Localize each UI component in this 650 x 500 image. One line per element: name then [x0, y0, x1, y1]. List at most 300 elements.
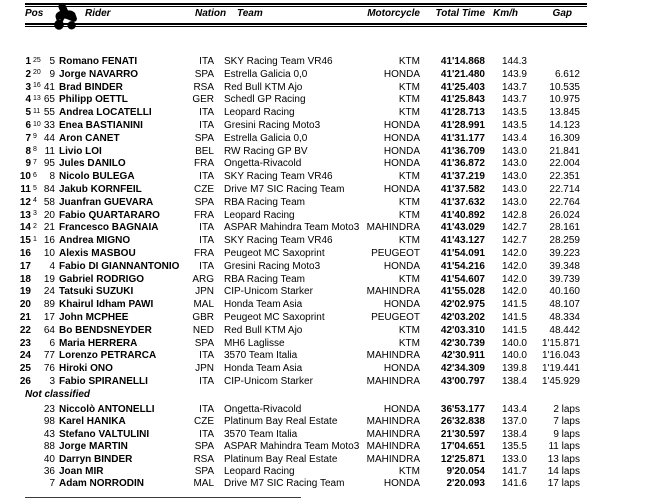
gap-cell: 28.259 — [549, 235, 580, 247]
rider-name-cell: Karel HANIKA — [59, 416, 126, 428]
total-time-cell: 41'54.607 — [440, 273, 485, 285]
total-time-cell: 41'37.632 — [440, 196, 485, 208]
motorcycle-cell: MAHINDRA — [366, 416, 420, 428]
team-cell: CIP-Unicom Starker — [224, 286, 313, 298]
position-cell: 8 — [25, 145, 31, 157]
rider-name-cell: Andrea LOCATELLI — [59, 107, 152, 119]
gap-cell: 1'45.929 — [541, 376, 580, 387]
rider-number-cell: 16 — [43, 235, 55, 247]
team-cell: Leopard Racing — [224, 107, 295, 119]
team-cell: Red Bull KTM Ajo — [224, 324, 303, 336]
rider-number-cell: 24 — [43, 286, 55, 298]
team-cell: Ongetta-Rivacold — [224, 158, 302, 170]
rider-name-cell: Andrea MIGNO — [59, 235, 131, 247]
kmh-cell: 142.8 — [501, 209, 527, 221]
kmh-cell: 141.5 — [501, 312, 527, 323]
nation-cell: SPA — [194, 132, 214, 144]
result-row — [0, 429, 650, 442]
rider-number-cell: 33 — [43, 120, 55, 131]
column-header-rider: Rider — [85, 8, 111, 19]
total-time-cell: 42'03.310 — [440, 324, 485, 336]
gap-cell: 48.442 — [549, 324, 580, 336]
kmh-cell: 143.7 — [501, 94, 527, 106]
total-time-cell: 41'14.868 — [440, 56, 485, 67]
team-cell: Ongetta-Rivacold — [224, 404, 302, 415]
rider-name-cell: Darryn BINDER — [59, 453, 133, 465]
rider-number-cell: 10 — [43, 248, 55, 259]
result-row — [0, 120, 650, 133]
gap-cell: 21.841 — [549, 145, 580, 157]
points-cell: 8 — [33, 146, 37, 154]
gap-cell: 22.764 — [549, 196, 580, 208]
rider-number-cell: 6 — [49, 337, 55, 349]
team-cell: MH6 Laglisse — [224, 337, 285, 349]
total-time-cell: 41'40.892 — [440, 209, 485, 221]
motorcycle-cell: HONDA — [383, 478, 420, 490]
motorcycle-cell: KTM — [398, 337, 420, 349]
rider-name-cell: Khairul Idham PAWI — [59, 299, 154, 311]
rider-name-cell: Stefano VALTULINI — [59, 428, 150, 440]
position-cell: 2 — [25, 68, 31, 80]
points-cell: 4 — [33, 197, 37, 205]
motorcycle-cell: KTM — [398, 273, 420, 285]
nation-cell: SPA — [194, 337, 214, 349]
nation-cell: ARG — [192, 273, 214, 285]
team-cell: Peugeot MC Saxoprint — [224, 248, 325, 259]
team-cell: 3570 Team Italia — [224, 350, 298, 362]
nation-cell: CZE — [194, 416, 214, 428]
points-cell: 16 — [33, 82, 41, 90]
points-cell: 7 — [33, 158, 37, 166]
position-cell: 26 — [19, 376, 31, 387]
team-cell: CIP-Unicom Starker — [224, 376, 313, 387]
motorcycle-cell: HONDA — [383, 260, 420, 272]
motorcycle-cell: KTM — [398, 81, 420, 93]
total-time-cell: 17'04.651 — [440, 441, 485, 453]
result-row — [0, 94, 650, 107]
kmh-cell: 143.4 — [501, 132, 527, 144]
result-row — [0, 69, 650, 82]
result-row — [0, 312, 650, 325]
motorcycle-cell: MAHINDRA — [366, 428, 420, 440]
nation-cell: NED — [192, 324, 214, 336]
total-time-cell: 41'54.216 — [440, 260, 485, 272]
total-time-cell: 9'20.054 — [446, 466, 485, 477]
result-row — [0, 158, 650, 171]
position-cell: 23 — [19, 337, 31, 349]
gap-cell: 1'19.441 — [541, 363, 580, 375]
position-cell: 22 — [19, 324, 31, 336]
team-cell: Honda Team Asia — [224, 363, 303, 375]
gap-cell: 48.107 — [549, 299, 580, 311]
gap-cell: 22.351 — [549, 171, 580, 183]
team-cell: Drive M7 SIC Racing Team — [224, 184, 345, 195]
total-time-cell: 41'28.991 — [440, 120, 485, 131]
rider-name-cell: Aron CANET — [59, 132, 120, 144]
position-cell: 20 — [19, 299, 31, 311]
nation-cell: FRA — [194, 248, 214, 259]
total-time-cell: 41'43.029 — [440, 222, 485, 234]
gap-cell: 13 laps — [547, 453, 580, 465]
column-header-nation: Nation — [195, 8, 227, 19]
gap-cell: 16.309 — [549, 132, 580, 144]
rider-number-cell: 55 — [43, 107, 55, 119]
nation-cell: FRA — [194, 209, 214, 221]
rider-name-cell: Lorenzo PETRARCA — [59, 350, 157, 362]
rider-number-cell: 64 — [43, 324, 55, 336]
column-header-gap: Gap — [552, 8, 572, 19]
nation-cell: ITA — [199, 376, 214, 387]
position-cell: 5 — [25, 107, 31, 119]
team-cell: SKY Racing Team VR46 — [224, 56, 333, 67]
result-row — [0, 466, 650, 479]
total-time-cell: 41'37.219 — [440, 171, 485, 183]
rider-number-cell: 8 — [49, 171, 55, 183]
kmh-cell: 143.7 — [501, 81, 527, 93]
total-time-cell: 41'36.709 — [440, 145, 485, 157]
points-cell: 20 — [33, 69, 41, 77]
result-row — [0, 222, 650, 235]
kmh-cell: 142.0 — [501, 248, 527, 259]
gap-cell: 1'16.043 — [541, 350, 580, 362]
gap-cell: 26.024 — [549, 209, 580, 221]
kmh-cell: 143.0 — [501, 196, 527, 208]
team-cell: Peugeot MC Saxoprint — [224, 312, 325, 323]
gap-cell: 22.714 — [549, 184, 580, 195]
kmh-cell: 141.7 — [501, 466, 527, 477]
points-cell: 5 — [33, 184, 37, 192]
result-row — [0, 82, 650, 95]
header-bottom-rule-thin — [25, 26, 587, 27]
result-row — [0, 350, 650, 363]
rider-name-cell: Alexis MASBOU — [59, 248, 136, 259]
kmh-cell: 143.0 — [501, 158, 527, 170]
position-cell: 14 — [19, 222, 31, 234]
total-time-cell: 43'00.797 — [440, 376, 485, 387]
motorcycle-cell: PEUGEOT — [371, 248, 420, 259]
team-cell: Schedl GP Racing — [224, 94, 306, 106]
kmh-cell: 143.4 — [501, 404, 527, 415]
kmh-cell: 139.8 — [501, 363, 527, 375]
gap-cell: 14.123 — [549, 120, 580, 131]
gap-cell: 9 laps — [553, 428, 580, 440]
rider-name-cell: Fabio QUARTARARO — [59, 209, 160, 221]
kmh-cell: 140.0 — [501, 337, 527, 349]
gap-cell: 39.223 — [549, 248, 580, 259]
result-row — [0, 286, 650, 299]
motorcycle-rider-icon — [52, 2, 78, 35]
motorcycle-cell: HONDA — [383, 132, 420, 144]
total-time-cell: 41'25.403 — [440, 81, 485, 93]
result-row — [0, 299, 650, 312]
motorcycle-cell: HONDA — [383, 184, 420, 195]
team-cell: SKY Racing Team VR46 — [224, 171, 333, 183]
motorcycle-cell: KTM — [398, 107, 420, 119]
gap-cell: 10.535 — [549, 81, 580, 93]
nation-cell: ITA — [199, 120, 214, 131]
nation-cell: ITA — [199, 56, 214, 67]
not-classified-heading: Not classified — [25, 389, 91, 400]
nation-cell: RSA — [193, 81, 214, 93]
page-bottom-rule — [25, 497, 301, 498]
position-cell: 15 — [19, 235, 31, 247]
rider-number-cell: 77 — [43, 350, 55, 362]
rider-number-cell: 23 — [43, 404, 55, 415]
nation-cell: SPA — [194, 466, 214, 477]
result-row — [0, 261, 650, 274]
total-time-cell: 21'30.597 — [440, 428, 485, 440]
rider-number-cell: 17 — [43, 312, 55, 323]
position-cell: 19 — [19, 286, 31, 298]
kmh-cell: 141.5 — [501, 324, 527, 336]
gap-cell: 39.739 — [549, 273, 580, 285]
team-cell: SKY Racing Team VR46 — [224, 235, 333, 247]
kmh-cell: 143.0 — [501, 184, 527, 195]
nation-cell: GBR — [192, 312, 214, 323]
motorcycle-cell: HONDA — [383, 299, 420, 311]
gap-cell: 14 laps — [547, 466, 580, 477]
rider-number-cell: 88 — [43, 441, 55, 453]
motorcycle-cell: KTM — [398, 209, 420, 221]
kmh-cell: 143.9 — [501, 68, 527, 80]
position-cell: 25 — [19, 363, 31, 375]
gap-cell: 11 laps — [548, 441, 580, 453]
gap-cell: 22.004 — [549, 158, 580, 170]
rider-name-cell: Livio LOI — [59, 145, 102, 157]
motorcycle-cell: MAHINDRA — [366, 222, 420, 234]
gap-cell: 2 laps — [553, 404, 580, 415]
nation-cell: RSA — [193, 453, 214, 465]
rider-number-cell: 89 — [43, 299, 55, 311]
total-time-cell: 41'31.177 — [440, 132, 485, 144]
kmh-cell: 142.0 — [501, 260, 527, 272]
result-row — [0, 404, 650, 417]
team-cell: Leopard Racing — [224, 466, 295, 477]
rider-number-cell: 4 — [49, 260, 55, 272]
team-cell: RBA Racing Team — [224, 196, 305, 208]
motorcycle-cell: KTM — [398, 94, 420, 106]
total-time-cell: 42'30.739 — [440, 337, 485, 349]
points-cell: 2 — [33, 222, 37, 230]
rider-name-cell: Philipp OETTL — [59, 94, 128, 106]
team-cell: Platinum Bay Real Estate — [224, 416, 338, 428]
points-cell: 1 — [33, 235, 37, 243]
gap-cell: 10.975 — [549, 94, 580, 106]
nation-cell: ITA — [199, 107, 214, 119]
motorcycle-cell: KTM — [398, 324, 420, 336]
kmh-cell: 142.0 — [501, 286, 527, 298]
rider-number-cell: 95 — [43, 158, 55, 170]
result-row — [0, 210, 650, 223]
total-time-cell: 26'32.838 — [440, 416, 485, 428]
total-time-cell: 41'21.480 — [440, 68, 485, 80]
result-row — [0, 248, 650, 261]
rider-number-cell: 98 — [43, 416, 55, 428]
total-time-cell: 36'53.177 — [440, 404, 485, 415]
nation-cell: ITA — [199, 260, 214, 272]
total-time-cell: 42'03.202 — [440, 312, 485, 323]
position-cell: 13 — [19, 209, 31, 221]
position-cell: 11 — [20, 184, 31, 195]
points-cell: 10 — [33, 120, 41, 128]
kmh-cell: 141.5 — [501, 299, 527, 311]
gap-cell: 7 laps — [553, 416, 580, 428]
kmh-cell: 137.0 — [501, 416, 527, 428]
result-row — [0, 184, 650, 197]
rider-number-cell: 58 — [43, 196, 55, 208]
column-header-pos: Pos — [25, 8, 44, 19]
motorcycle-cell: HONDA — [383, 68, 420, 80]
result-row — [0, 171, 650, 184]
result-row — [0, 325, 650, 338]
position-cell: 17 — [19, 260, 31, 272]
rider-name-cell: Gabriel RODRIGO — [59, 273, 145, 285]
kmh-cell: 142.0 — [501, 273, 527, 285]
gap-cell: 39.348 — [549, 260, 580, 272]
nation-cell: MAL — [193, 299, 214, 311]
total-time-cell: 42'30.911 — [441, 350, 485, 362]
team-cell: Drive M7 SIC Racing Team — [224, 478, 345, 490]
rider-number-cell: 21 — [43, 222, 55, 234]
rider-number-cell: 43 — [43, 428, 55, 440]
rider-number-cell: 9 — [49, 68, 55, 80]
position-cell: 1 — [25, 56, 31, 67]
result-row — [0, 133, 650, 146]
nation-cell: SPA — [194, 196, 214, 208]
rider-name-cell: Tatsuki SUZUKI — [59, 286, 134, 298]
team-cell: ASPAR Mahindra Team Moto3 — [224, 222, 360, 234]
kmh-cell: 143.5 — [501, 120, 527, 131]
rider-number-cell: 44 — [43, 132, 55, 144]
nation-cell: GER — [192, 94, 214, 106]
kmh-cell: 138.4 — [501, 428, 527, 440]
position-cell: 9 — [25, 158, 31, 170]
kmh-cell: 133.0 — [501, 453, 527, 465]
nation-cell: ITA — [199, 350, 214, 362]
nation-cell: ITA — [199, 222, 214, 234]
result-row — [0, 363, 650, 376]
nation-cell: MAL — [193, 478, 214, 490]
motorcycle-cell: HONDA — [383, 120, 420, 131]
rider-name-cell: Francesco BAGNAIA — [59, 222, 159, 234]
nation-cell: ITA — [199, 171, 214, 183]
header-top-rule-thick — [25, 3, 587, 5]
column-header-total-time: Total Time — [435, 8, 485, 19]
kmh-cell: 140.0 — [501, 350, 527, 362]
total-time-cell: 42'02.975 — [440, 299, 485, 311]
nation-cell: ITA — [199, 235, 214, 247]
rider-number-cell: 41 — [43, 81, 55, 93]
total-time-cell: 41'36.872 — [440, 158, 485, 170]
team-cell: RBA Racing Team — [224, 273, 305, 285]
team-cell: ASPAR Mahindra Team Moto3 — [224, 441, 360, 453]
rider-number-cell: 84 — [43, 184, 55, 195]
rider-number-cell: 76 — [43, 363, 55, 375]
column-header-motorcycle: Motorcycle — [367, 8, 420, 19]
nation-cell: ITA — [199, 404, 214, 415]
kmh-cell: 138.4 — [501, 376, 527, 387]
result-row — [0, 416, 650, 429]
motorcycle-cell: HONDA — [383, 363, 420, 375]
motorcycle-cell: KTM — [398, 466, 420, 477]
gap-cell: 13.845 — [549, 107, 580, 119]
motorcycle-cell: KTM — [398, 196, 420, 208]
rider-name-cell: Jules DANILO — [59, 158, 126, 170]
motorcycle-cell: MAHINDRA — [366, 350, 420, 362]
gap-cell: 1'15.871 — [541, 337, 580, 349]
rider-name-cell: Fabio DI GIANNANTONIO — [59, 260, 180, 272]
motorcycle-cell: HONDA — [383, 145, 420, 157]
rider-name-cell: Nicolo BULEGA — [59, 171, 135, 183]
total-time-cell: 12'25.871 — [440, 453, 485, 465]
kmh-cell: 142.7 — [501, 235, 527, 247]
position-cell: 3 — [25, 81, 31, 93]
rider-name-cell: Enea BASTIANINI — [59, 120, 143, 131]
points-cell: 9 — [33, 133, 37, 141]
motorcycle-cell: KTM — [398, 171, 420, 183]
points-cell: 6 — [33, 171, 37, 179]
position-cell: 6 — [25, 120, 31, 131]
total-time-cell: 41'54.091 — [440, 248, 485, 259]
total-time-cell: 41'37.582 — [440, 184, 485, 195]
result-row — [0, 107, 650, 120]
nation-cell: SPA — [194, 441, 214, 453]
rider-name-cell: Hiroki ONO — [59, 363, 113, 375]
kmh-cell: 135.5 — [501, 441, 527, 453]
team-cell: Gresini Racing Moto3 — [224, 260, 321, 272]
team-cell: Platinum Bay Real Estate — [224, 453, 338, 465]
header-top-rule-thin — [25, 6, 587, 7]
motorcycle-cell: KTM — [398, 235, 420, 247]
rider-number-cell: 36 — [43, 466, 55, 477]
nation-cell: JPN — [195, 363, 214, 375]
position-cell: 12 — [19, 196, 31, 208]
motorcycle-cell: PEUGEOT — [371, 312, 420, 323]
rider-number-cell: 19 — [43, 273, 55, 285]
team-cell: RW Racing GP BV — [224, 145, 308, 157]
rider-name-cell: Bo BENDSNEYDER — [59, 324, 152, 336]
rider-name-cell: Fabio SPIRANELLI — [59, 376, 148, 387]
rider-number-cell: 5 — [49, 56, 55, 67]
result-row — [0, 146, 650, 159]
column-header-kmh: Km/h — [493, 8, 518, 19]
gap-cell: 6.612 — [554, 68, 580, 80]
kmh-cell: 141.6 — [501, 478, 527, 490]
total-time-cell: 41'43.127 — [440, 235, 485, 247]
gap-cell: 48.334 — [549, 312, 580, 323]
position-cell: 21 — [19, 312, 31, 323]
rider-number-cell: 11 — [44, 145, 55, 157]
rider-number-cell: 65 — [43, 94, 55, 106]
rider-number-cell: 40 — [43, 453, 55, 465]
result-row — [0, 197, 650, 210]
rider-name-cell: Joan MIR — [59, 466, 104, 477]
rider-name-cell: Maria HERRERA — [59, 337, 138, 349]
nation-cell: CZE — [194, 184, 214, 195]
nation-cell: SPA — [194, 68, 214, 80]
result-row — [0, 454, 650, 467]
total-time-cell: 2'20.093 — [446, 478, 485, 490]
gap-cell: 17 laps — [547, 478, 580, 490]
team-cell: Red Bull KTM Ajo — [224, 81, 303, 93]
kmh-cell: 144.3 — [501, 56, 527, 67]
position-cell: 4 — [25, 94, 31, 106]
team-cell: Leopard Racing — [224, 209, 295, 221]
result-row — [0, 56, 650, 69]
header-bottom-rule-thick — [25, 23, 587, 25]
rider-number-cell: 3 — [49, 376, 55, 387]
rider-name-cell: Jakub KORNFEIL — [59, 184, 142, 195]
